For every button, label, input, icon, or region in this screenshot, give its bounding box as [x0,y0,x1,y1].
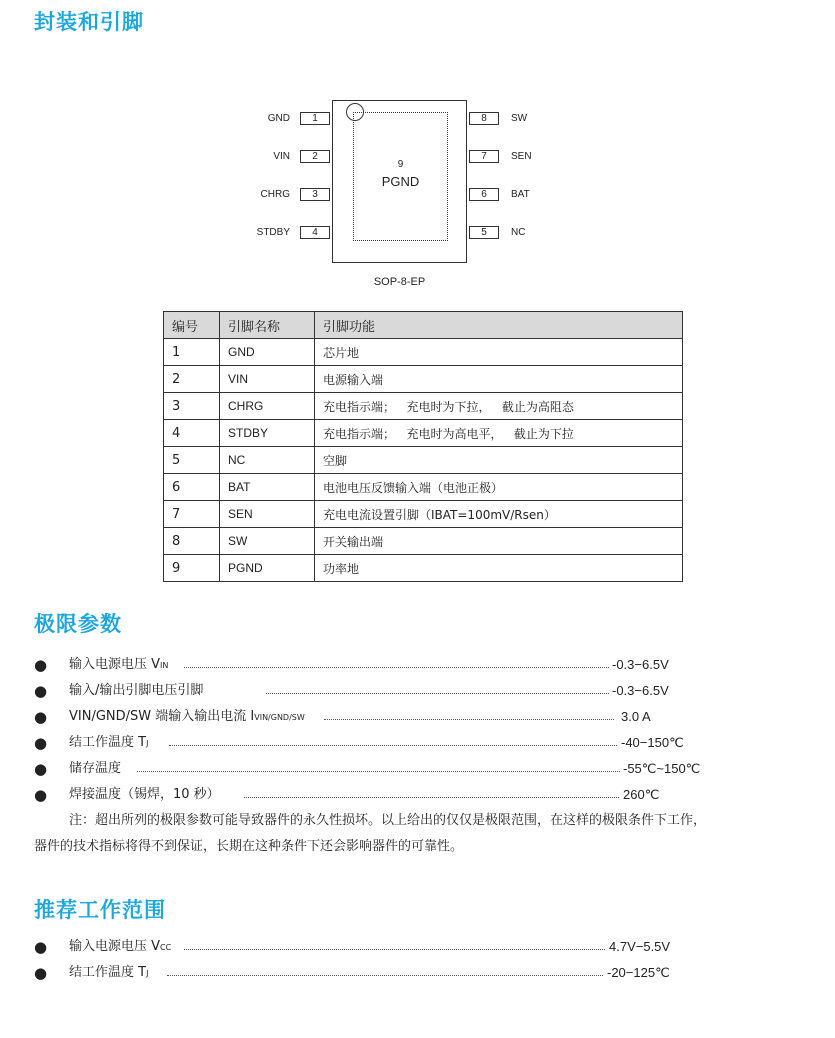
recommended-section-title: 推荐工作范围 [34,898,166,922]
pin-function-cell: 开关输出端 [315,528,683,555]
pin-name-cell: PGND [220,555,315,582]
package-diagram [230,100,550,295]
pin-number: 7 [469,150,499,163]
pin-number: 8 [469,112,499,125]
table-row [164,393,683,420]
pin-number-cell: 3 [164,393,220,420]
spec-label: 输入电源电压 VIN [69,654,168,677]
pin-name-cell: VIN [220,366,315,393]
spec-value: 4.7V−5.5V [606,936,670,958]
spec-value: 3.0 A [618,706,651,728]
spec-item [34,936,694,958]
table-row [164,501,683,528]
pin-number: 1 [300,112,330,125]
pin-number-cell: 8 [164,528,220,555]
pin-name-left: STDBY [256,227,290,238]
spec-item [34,680,694,702]
spec-item [34,784,694,806]
pin-name-cell: SW [220,528,315,555]
table-row [164,555,683,582]
bullet-icon: ● [34,708,48,726]
pin-function-cell: 充电电流设置引脚（IBAT=100mV/Rsen） [315,501,683,528]
spec-label: 输入/输出引脚电压引脚 [69,680,203,703]
pin-name-right: BAT [511,189,530,200]
pin-number-cell: 4 [164,420,220,447]
spec-value: -0.3−6.5V [609,654,669,676]
pin-name-cell: CHRG [220,393,315,420]
dot-leader [137,771,622,772]
bullet-icon: ● [34,964,48,982]
bullet-icon: ● [34,656,48,674]
bullet-icon: ● [34,786,48,804]
column-header: 编号 [164,312,220,339]
bullet-icon: ● [34,760,48,778]
table-header-row [164,312,683,339]
spec-item [34,654,694,676]
spec-label: VIN/GND/SW 端输入输出电流 IVIN/GND/SW [69,706,305,729]
spec-value: -55℃~150℃ [620,758,700,780]
pin-number: 4 [300,226,330,239]
bullet-icon: ● [34,938,48,956]
pin-function-table [163,311,683,582]
pin-name-right: NC [511,227,526,238]
pin-name-cell: STDBY [220,420,315,447]
pin-number-cell: 2 [164,366,220,393]
dot-leader [184,949,609,950]
pin-function-cell: 充电指示端； 充电时为下拉， 截止为高阻态 [315,393,683,420]
dot-leader [184,667,639,668]
note-line: 注：超出所列的极限参数可能导致器件的永久性损坏。以上给出的仅仅是极限范围，在这样的极限条件下工作， [69,813,707,828]
pin-function-cell: 芯片地 [315,339,683,366]
pin-number-cell: 5 [164,447,220,474]
column-header: 引脚功能 [315,312,683,339]
spec-value: -40−150℃ [618,732,684,754]
pin-number: 5 [469,226,499,239]
table-row [164,420,683,447]
pin-number-cell: 6 [164,474,220,501]
dot-leader [266,693,641,694]
exposed-pad-number: 9 [397,159,404,170]
pin-number-cell: 9 [164,555,220,582]
spec-value: 260℃ [620,784,659,806]
spec-label: 结工作温度 TJ [69,962,148,985]
pin-name-cell: BAT [220,474,315,501]
table-row [164,474,683,501]
spec-value: -20−125℃ [604,962,670,984]
package-body [332,100,467,263]
pin-function-cell: 电池电压反馈输入端（电池正极） [315,474,683,501]
table-row [164,528,683,555]
table-row [164,447,683,474]
pin-name-right: SW [511,113,528,124]
bullet-icon: ● [34,682,48,700]
dot-leader [167,975,607,976]
spec-label: 焊接温度（锡焊，10 秒） [69,784,220,807]
pin-function-cell: 电源输入端 [315,366,683,393]
table-row [164,339,683,366]
pin-name-right: SEN [511,151,532,162]
spec-label: 输入电源电压 VCC [69,936,171,959]
pin-function-cell: 功率地 [315,555,683,582]
spec-value: -0.3−6.5V [609,680,669,702]
note-line: 器件的技术指标将得不到保证，长期在这种条件下还会影响器件的可靠性。 [34,839,464,854]
spec-item [34,962,694,984]
dot-leader [169,745,619,746]
pin-name-left: GND [267,113,290,124]
pin-number: 2 [300,150,330,163]
column-header: 引脚名称 [220,312,315,339]
pin-number-cell: 7 [164,501,220,528]
pin-number: 6 [469,188,499,201]
abs-max-section-title: 极限参数 [34,612,122,636]
table-row [164,366,683,393]
package-section-title: 封装和引脚 [34,10,144,34]
exposed-pad [353,112,448,241]
pin-function-cell: 空脚 [315,447,683,474]
package-label: SOP-8-EP [373,276,426,288]
pin-function-cell: 充电指示端； 充电时为高电平， 截止为下拉 [315,420,683,447]
spec-label: 储存温度 [69,758,121,781]
pin-number-cell: 1 [164,339,220,366]
dot-leader [324,719,614,720]
pin-name-left: CHRG [260,189,290,200]
spec-item [34,706,694,728]
bullet-icon: ● [34,734,48,752]
pin-number: 3 [300,188,330,201]
dot-leader [244,797,619,798]
spec-item [34,732,694,754]
spec-label: 结工作温度 TJ [69,732,148,755]
pin-name-cell: SEN [220,501,315,528]
pin-name-cell: NC [220,447,315,474]
pin-name-cell: GND [220,339,315,366]
pin-name-left: VIN [273,151,290,162]
spec-item [34,758,701,780]
exposed-pad-name: PGND [381,174,420,189]
